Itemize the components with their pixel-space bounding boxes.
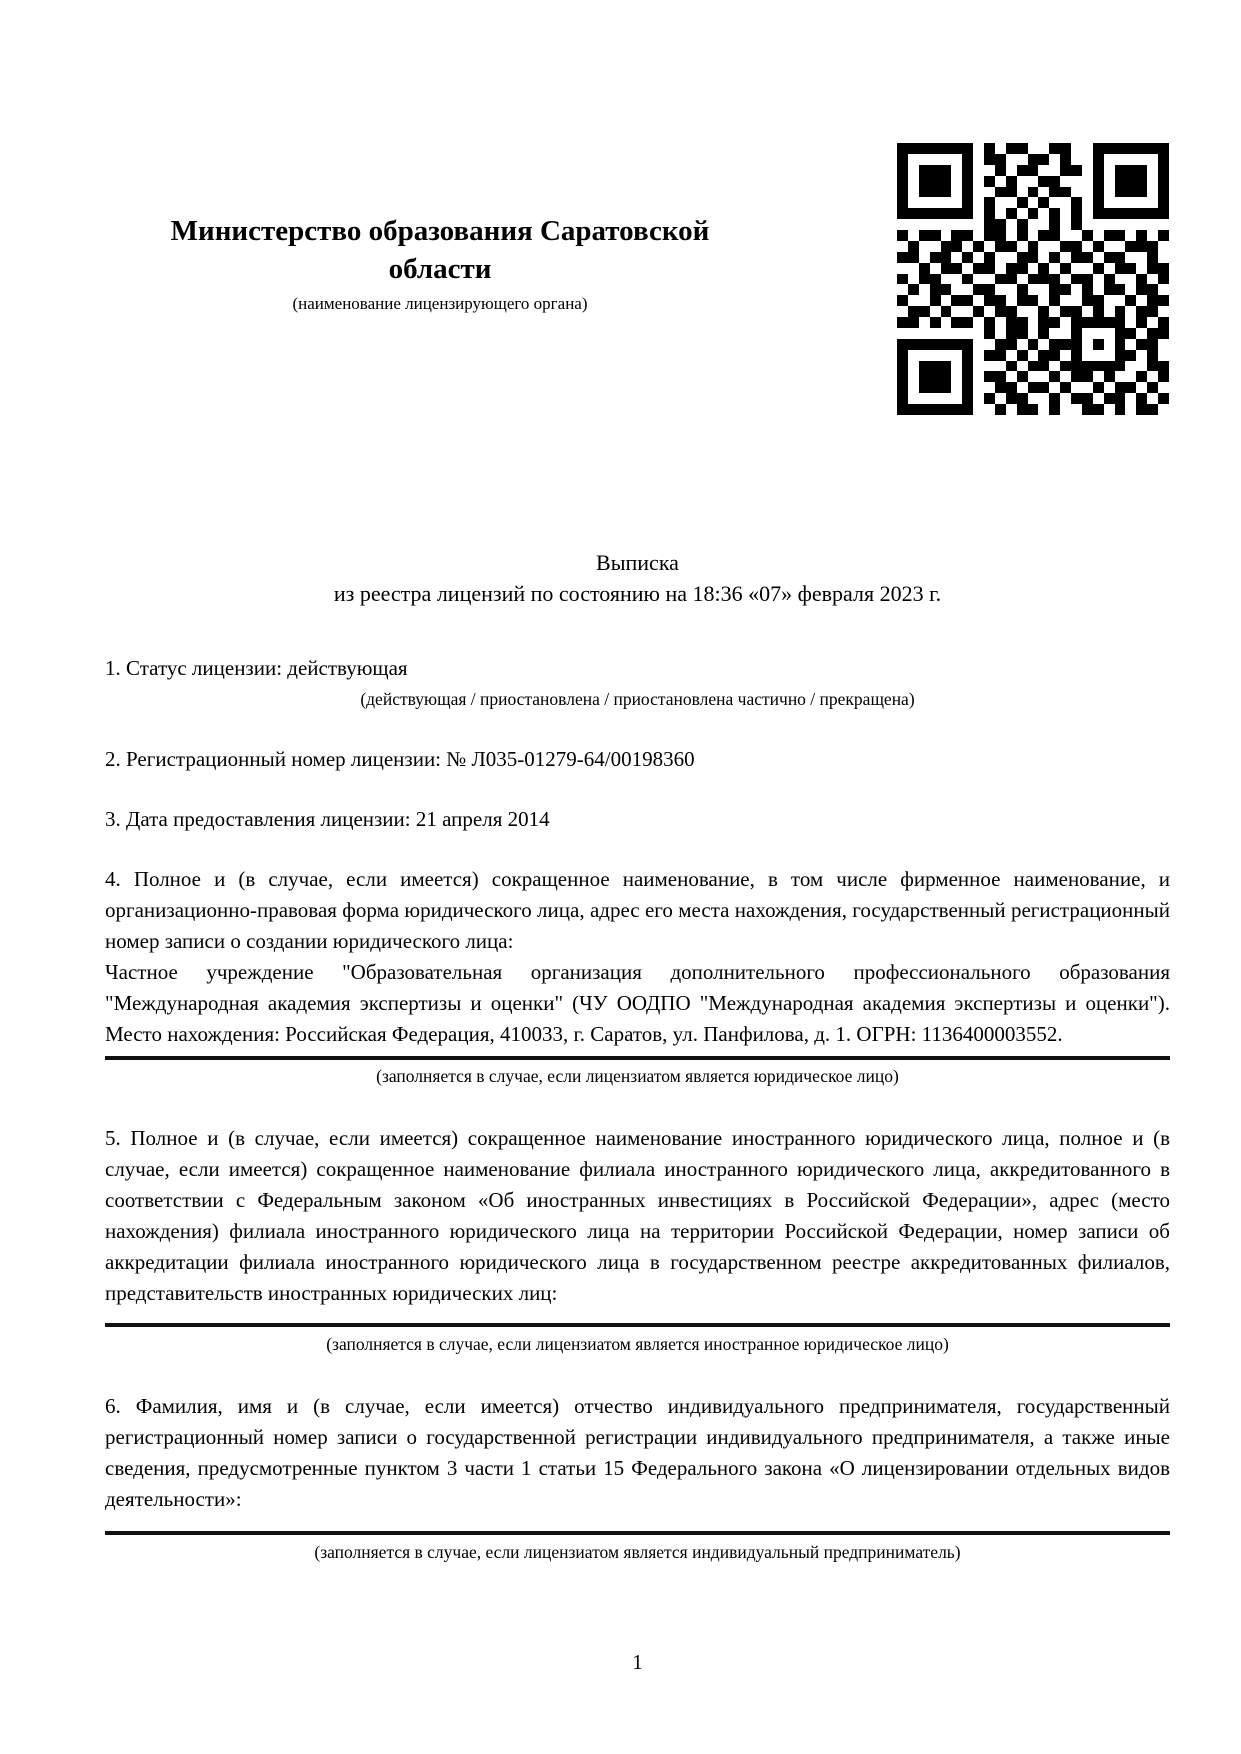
item-6-underline xyxy=(105,1531,1170,1535)
item-6-entrepreneur-label: 6. Фамилия, имя и (в случае, если имеется) отчество индивидуального предпринимателя, государственный регистрационный номер записи о государственной регистрации индивидуального предпринимателя, а также иные сведения, предусмотренные пунктом 3 части 1 статьи 15 Федерального закона «О лицензировании отдельных видов деятельности»: xyxy=(105,1394,1170,1511)
item-6-note: (заполняется в случае, если лицензиатом является индивидуальный предприниматель) xyxy=(314,1542,961,1562)
item-3-license-date: 3. Дата предоставления лицензии: 21 апреля 2014 xyxy=(105,807,550,831)
document-title-block xyxy=(105,547,1170,609)
item-4-legal-entity-label: 4. Полное и (в случае, если имеется) сокращенное наименование, в том числе фирменное наименование, и организационно-правовая форма юридического лица, адрес его места нахождения, государственный регистрационный номер записи о создании юридического лица: xyxy=(105,867,1170,953)
item-4-legal-entity-value: Частное учреждение "Образовательная организация дополнительного профессионального образования "Международная академия экспертизы и оценки" (ЧУ ООДПО "Международная академия экспертизы и оценки"). Место нахождения: Российская Федерация, 410033, г. Саратов, ул. Панфилова, д. 1. ОГРН: 1136400003552. xyxy=(105,960,1170,1046)
page-number: 1 xyxy=(632,1650,643,1674)
document-subtitle: из реестра лицензий по состоянию на 18:36 «07» февраля 2023 г. xyxy=(333,581,942,606)
licensing-authority-caption: (наименование лицензирующего органа) xyxy=(292,294,588,313)
document-body xyxy=(105,547,1170,1563)
item-1-note: (действующая / приостановлена / приостановлена частично / прекращена) xyxy=(360,689,915,709)
item-4-underline xyxy=(105,1056,1170,1060)
item-4-note: (заполняется в случае, если лицензиатом является юридическое лицо) xyxy=(376,1066,899,1086)
licensing-authority-block xyxy=(130,212,750,314)
item-5-note: (заполняется в случае, если лицензиатом является иностранное юридическое лицо) xyxy=(326,1334,949,1354)
qr-code xyxy=(897,143,1169,415)
document-title: Выписка xyxy=(596,550,679,575)
item-2-registration-number: 2. Регистрационный номер лицензии: № Л035-01279-64/00198360 xyxy=(105,747,695,771)
licensing-authority-name: Министерство образования Саратовской области xyxy=(170,215,710,285)
item-5-underline xyxy=(105,1323,1170,1327)
item-1-license-status: 1. Статус лицензии: действующая xyxy=(105,656,408,680)
item-5-foreign-entity-label: 5. Полное и (в случае, если имеется) сокращенное наименование иностранного юридического лица, полное и (в случае, если имеется) сокращенное наименование филиала иностранного юридического лица, аккредитованного в соответствии с Федеральным законом «Об иностранных инвестициях в Российской Федерации», адрес (место нахождения) филиала иностранного юридического лица на территории Российской Федерации, номер записи об аккредитации филиала иностранного юридического лица в государственном реестре аккредитованных филиалов, представительств иностранных юридических лиц: xyxy=(105,1126,1170,1305)
